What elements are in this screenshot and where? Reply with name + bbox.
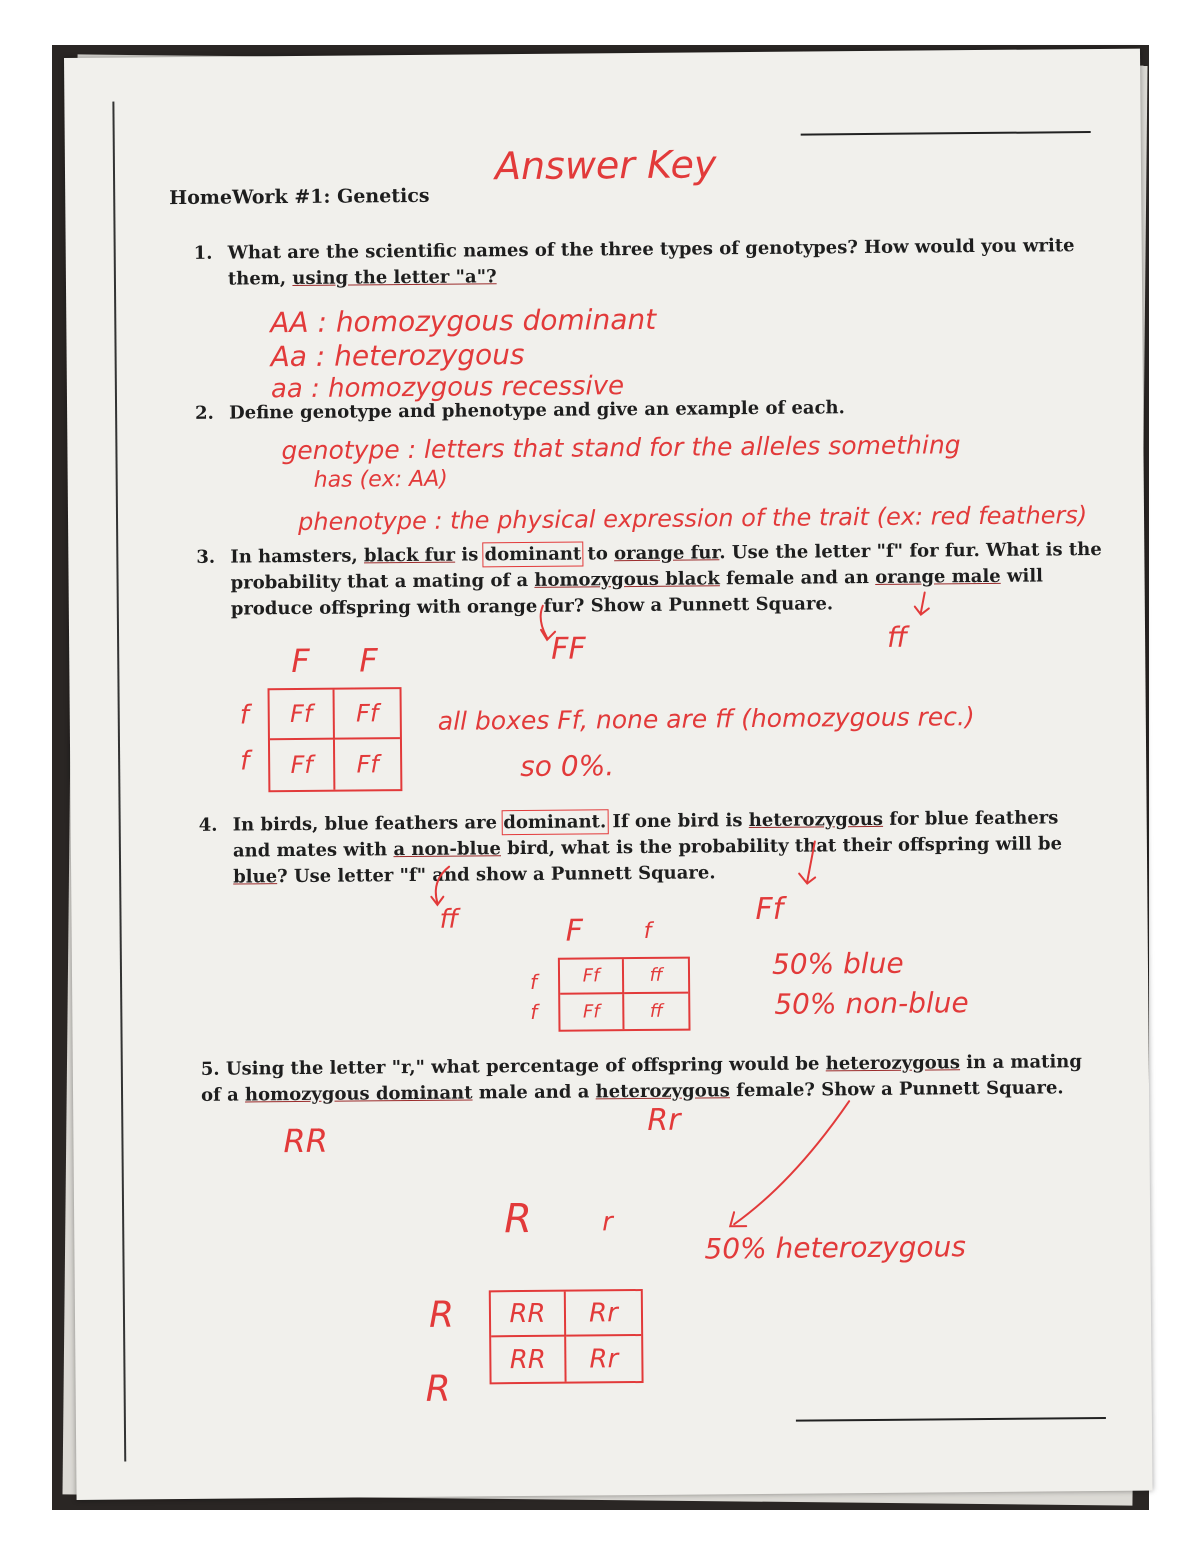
question-2: 2. Define genotype and phenotype and give an example of each. (195, 397, 845, 424)
q3-female-genotype: FF (551, 631, 586, 667)
q5-male-genotype: RR (283, 1121, 329, 1161)
q5-side-allele-1: R (428, 1294, 455, 1336)
q4-top-allele-1: F (565, 913, 584, 949)
arrow-q5-head (730, 1212, 746, 1226)
q3-top-allele-1: F (291, 641, 310, 681)
question-4: 4. In birds, blue feathers are dominant. If one bird is heterozygous for blue feathers and mates with a non-blue bird, what is the probability that their offspring will be blue? Use letter "f" and show a Punnett Square. (198, 807, 1063, 888)
q3-side-allele-1: f (239, 700, 250, 731)
q3-top-allele-2: F (359, 641, 378, 680)
annotation-arrows (64, 49, 1153, 1500)
arrow-q5 (733, 1101, 850, 1224)
punnett-cell: Rr (589, 1343, 619, 1374)
question-5: 5. Using the letter "r," what percentage of offspring would be heterozygous in a mating of a homozygous dominant male and a heterozygous female? Show a Punnett Square. (200, 1051, 1082, 1106)
q4-nonblue-genotype: ff (439, 904, 459, 935)
q4-hetero-genotype: Ff (755, 891, 784, 927)
question-3: 3. In hamsters, black fur is dominant to orange fur. Use the letter "f" for fur. What is the probability that a mating of a homozygous black female and an orange male will produce offspring with orange fur? Show a Punnett Square. (196, 538, 1102, 620)
q4-result-blue: 50% blue (771, 946, 904, 981)
q4-side-allele-2: f (530, 999, 538, 1024)
punnett-cell: Ff (356, 750, 379, 779)
question-1: 1. What are the scientific names of the three types of genotypes? How would you write them, using the letter "a"? (193, 235, 1075, 290)
punnett-cell: ff (649, 1000, 663, 1022)
q4-result-nonblue: 50% non-blue (774, 986, 969, 1021)
q5-top-allele-2: r (602, 1207, 614, 1238)
punnett-cell: Ff (560, 994, 624, 1030)
q5-female-genotype: Rr (647, 1102, 681, 1138)
q1-answer-line-3: aa : homozygous recessive (270, 371, 625, 405)
q2-genotype-example: has (ex: AA) (313, 466, 448, 493)
punnett-cell: Ff (270, 690, 335, 741)
q4-top-allele-2: f (643, 918, 652, 944)
q1-answer-line-2: Aa : heterozygous (270, 337, 525, 374)
worksheet-title: HomeWork #1: Genetics (169, 184, 430, 210)
q5-side-allele-2: R (425, 1368, 451, 1410)
q1-answer-line-1: AA : homozygous dominant (270, 302, 657, 340)
q3-male-genotype: ff (886, 620, 908, 654)
punnett-cell: Ff (335, 689, 400, 740)
punnett-cell: Rr (566, 1291, 641, 1337)
punnett-cell: Ff (270, 740, 335, 791)
question-number: 1. (193, 242, 213, 264)
worksheet-page (64, 49, 1153, 1500)
q3-side-allele-2: f (240, 746, 250, 777)
arrow-q4-hetero (807, 841, 815, 881)
punnett-cell: ff (624, 959, 688, 995)
q2-genotype-answer: genotype : letters that stand for the alleles something (281, 430, 961, 466)
q4-side-allele-1: f (529, 969, 538, 994)
q2-phenotype-answer: phenotype : the physical expression of the trait (ex: red feathers) (297, 501, 1088, 536)
q3-result: so 0%. (520, 749, 615, 784)
punnett-cell: Ff (560, 959, 624, 995)
arrow-q3-male (921, 593, 925, 613)
q3-explanation: all boxes Ff, none are ff (homozygous rec.) (437, 702, 975, 736)
q5-top-allele-1: R (503, 1195, 533, 1243)
punnett-cell: RR (491, 1337, 566, 1383)
q5-result: 50% heterozygous (704, 1230, 967, 1266)
answer-key-label: Answer Key (494, 142, 717, 189)
punnett-cell: RR (491, 1292, 566, 1338)
